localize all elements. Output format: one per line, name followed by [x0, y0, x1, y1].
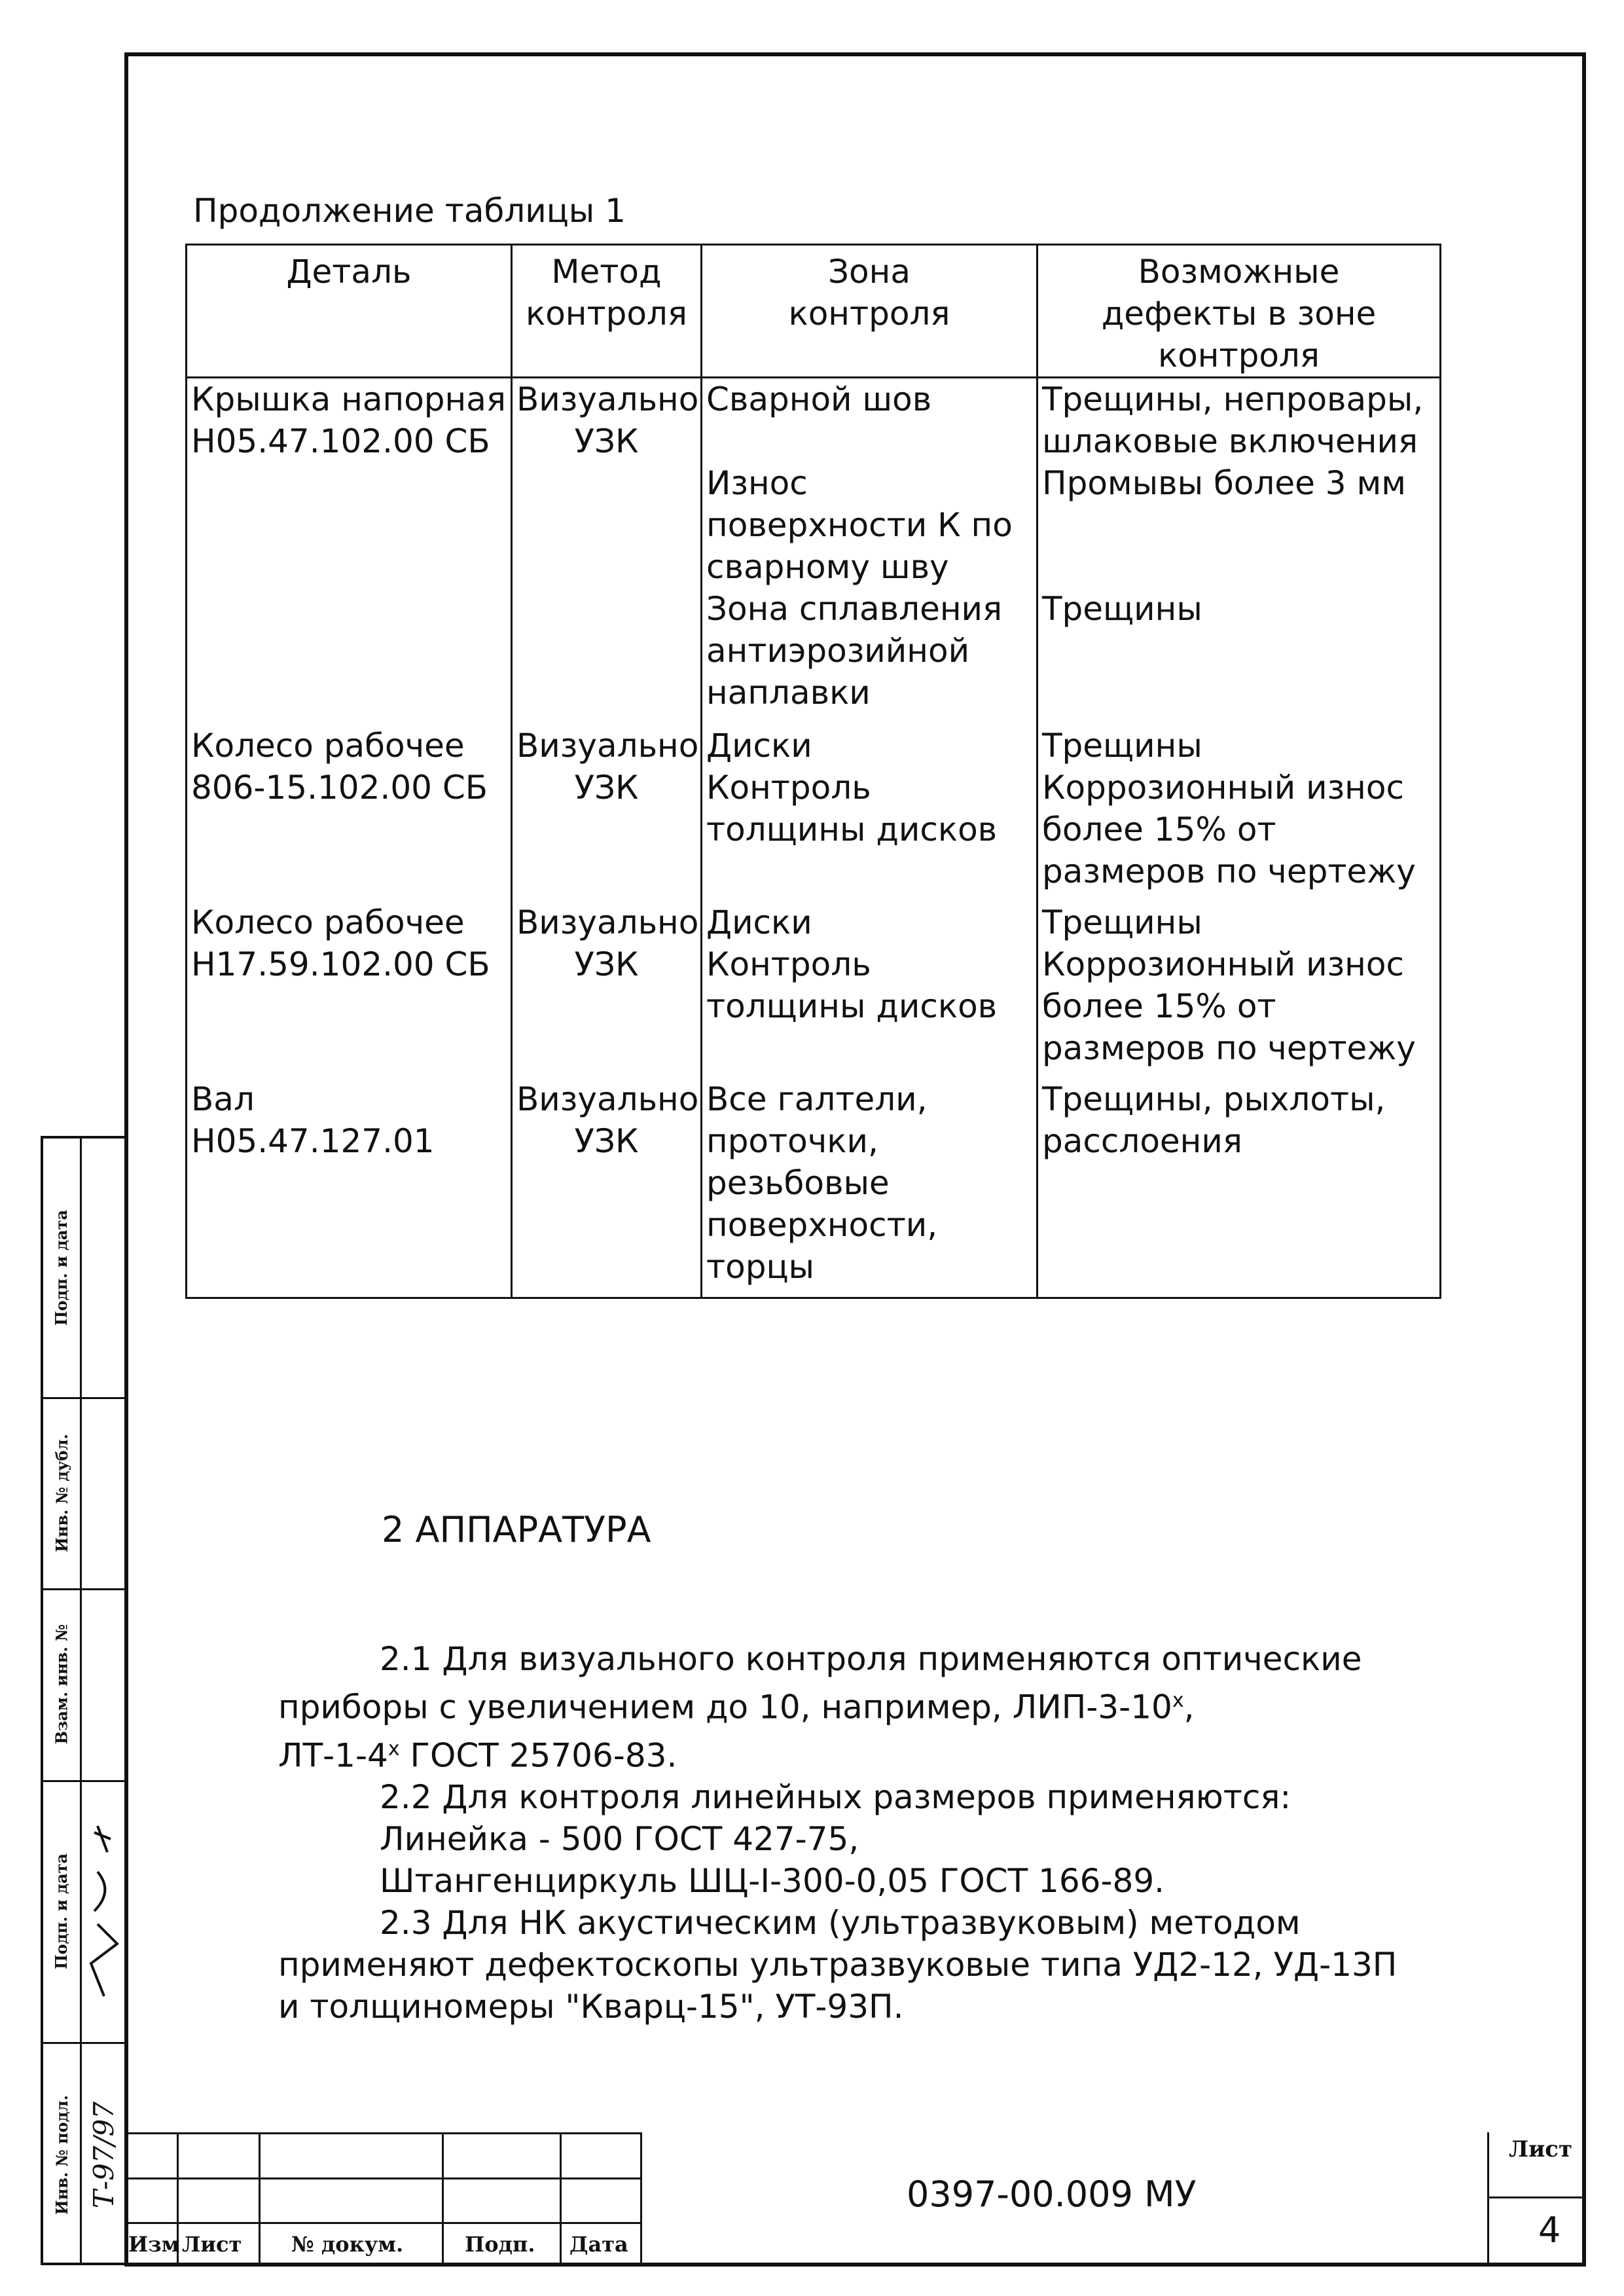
label-inv-dupl: Инв. № дубл.: [52, 1433, 71, 1552]
defects-table: [185, 244, 1441, 1299]
cell-method: Визуально УЗК: [512, 1078, 702, 1298]
header-defects: Возможные дефекты в зоне контроля: [1038, 245, 1441, 378]
cell-method: Визуально УЗК: [512, 725, 702, 902]
document-number: 0397-00.009 МУ: [907, 2174, 1197, 2215]
header-part: Деталь: [187, 245, 512, 378]
cell-defects: Трещины Коррозионный износ более 15% от размеров по чертежу: [1038, 725, 1441, 902]
header-method: Метод контроля: [512, 245, 702, 378]
section-title: 2 АППАРАТУРА: [382, 1509, 651, 1550]
tb-label-sheet: Лист: [182, 2232, 242, 2257]
table-row: [187, 902, 1441, 1078]
header-zone: Зона контроля: [702, 245, 1038, 378]
signature-scribble: [84, 1813, 124, 2009]
table-caption: Продолжение таблицы 1: [193, 192, 626, 230]
binding-strip: [41, 1136, 124, 2265]
label-sign-date-2: Подп. и дата: [52, 1853, 71, 1969]
table-row: [187, 725, 1441, 902]
cell-zone: Все галтели, проточки, резьбовые поверхности, торцы: [702, 1078, 1038, 1298]
tb-label-sign: Подп.: [465, 2232, 535, 2257]
handwritten-inventory-number: Т-97/97: [88, 2101, 120, 2209]
label-sign-date-1: Подп. и дата: [52, 1209, 71, 1326]
paragraph-2-3-line1: 2.3 Для НК акустическим (ультразвуковым) методом: [380, 1904, 1301, 1942]
tb-label-date: Дата: [569, 2232, 628, 2257]
sheet-label: Лист: [1509, 2136, 1573, 2162]
cell-zone: Сварной шов Износ поверхности К по сварному шву Зона сплавления антиэрозийной наплавки: [702, 378, 1038, 725]
paragraph-2-3-line3: и толщиномеры "Кварц-15", УТ-93П.: [278, 1988, 904, 2026]
cell-method: Визуально УЗК: [512, 902, 702, 1078]
cell-part: Вал Н05.47.127.01: [187, 1078, 512, 1298]
paragraph-2-3-line2: применяют дефектоскопы ультразвуковые типа УД2-12, УД-13П: [278, 1946, 1398, 1984]
paragraph-2-2-line2: Линейка - 500 ГОСТ 427-75,: [380, 1820, 859, 1859]
label-replace-inv: Взам. инв. №: [52, 1624, 71, 1745]
cell-defects: Трещины Коррозионный износ более 15% от размеров по чертежу: [1038, 902, 1441, 1078]
paragraph-2-1-line2: приборы с увеличением до 10, например, ЛИП-$3-10^х$,: [278, 1688, 1195, 1726]
cell-part: Крышка напорная Н05.47.102.00 СБ: [187, 378, 512, 725]
tb-label-change: Изм: [128, 2232, 180, 2257]
section-body: [278, 1638, 1456, 2028]
sheet-number: 4: [1538, 2210, 1561, 2251]
paragraph-2-1-line3: $ЛТ-1-4^х$ ГОСТ 25706-83.: [278, 1736, 677, 1775]
table-row: [187, 378, 1441, 725]
cell-zone: Диски Контроль толщины дисков: [702, 902, 1038, 1078]
paragraph-2-1-line1: 2.1 Для визуального контроля применяются оптические: [380, 1640, 1362, 1678]
handwritten-signature: [82, 1780, 126, 2042]
cell-part: Колесо рабочее 806-15.102.00 СБ: [187, 725, 512, 902]
tb-label-doc: № докум.: [291, 2232, 404, 2257]
cell-zone: Диски Контроль толщины дисков: [702, 725, 1038, 902]
paragraph-2-2-line3: Штангенциркуль ШЦ-I-300-0,05 ГОСТ 166-89.: [380, 1862, 1165, 1901]
cell-part: Колесо рабочее Н17.59.102.00 СБ: [187, 902, 512, 1078]
cell-defects: Трещины, непровары, шлаковые включения Промывы более 3 мм Трещины: [1038, 378, 1441, 725]
table-row: [187, 1078, 1441, 1298]
cell-defects: Трещины, рыхлоты, расслоения: [1038, 1078, 1441, 1298]
label-inv-orig: Инв. № подл.: [52, 2095, 71, 2215]
table-header-row: [187, 245, 1441, 378]
paragraph-2-2-line1: 2.2 Для контроля линейных размеров применяются:: [380, 1778, 1291, 1817]
cell-method: Визуально УЗК: [512, 378, 702, 725]
title-block: [124, 2132, 1586, 2267]
